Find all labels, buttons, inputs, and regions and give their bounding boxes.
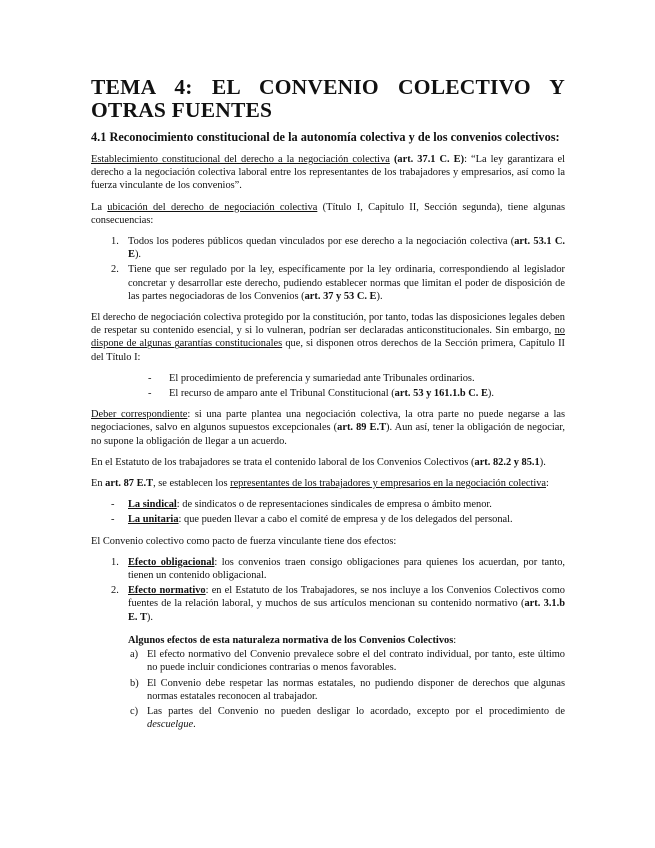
consequences-list	[91, 235, 565, 303]
list-item: 1. Efecto obligacional: los convenios traen consigo obligaciones para quienes los acuerdan, por tanto, tienen un contenido obligacional.	[111, 556, 566, 582]
list-item: - La unitaria: que pueden llevar a cabo el comité de empresa y de los delegados del personal.	[111, 514, 513, 526]
list-item: - La sindical: de sindicatos o de representaciones sindicales de empresa o ámbito menor.	[111, 499, 492, 511]
effects-list	[91, 556, 565, 624]
paragraph-duty: Deber correspondiente: si una parte plantea una negociación colectiva, la otra parte no puede negarse a las negociaciones, salvo en algunos supuestos excepcionales (art. 89 E.T). Aun así, tener la obligación de negociar, no supone la obligación de llegar a un acuerdo.	[91, 409, 565, 447]
paragraph-location: La ubicación del derecho de negociación colectiva (Título I, Capitulo II, Sección segunda), tiene algunas consecuencias:	[91, 201, 565, 226]
sub-heading: Algunos efectos de esta naturaleza normativa de los Convenios Colectivos:	[128, 634, 457, 646]
list-item: 2. Efecto normativo: en el Estatuto de los Trabajadores, se nos incluye a los Convenios Colectivos como fuentes de la relación laboral, y muchos de sus artículos mencionan su contenido normativo (art. 3.1.b E. T).	[111, 585, 565, 623]
list-item: a) El efecto normativo del Convenio prevalece sobre el del contrato individual, por tanto, este último no puede incluir condiciones contrarias o menos favorables.	[130, 649, 565, 674]
guarantees-list	[91, 372, 565, 400]
list-item: - El recurso de amparo ante el Tribunal Constitucional (art. 53 y 161.1.b C. E).	[148, 388, 494, 400]
paragraph-essential-content: El derecho de negociación colectiva protegido por la constitución, por tanto, todas las disposiciones legales deben de respetar su contenido esencial, y si lo vulneran, podrían ser declaradas anticonstitucionales. Sin embargo, no dispone de algunas garantías constitucionales que, si disponen otros derechos de la Sección primera, Capítulo II del Título I:	[91, 312, 565, 363]
section-title: 4.1 Reconocimiento constitucional de la autonomía colectiva y de los convenios colectivos:	[91, 130, 560, 144]
page-title: TEMA 4: EL CONVENIO COLECTIVO Y OTRAS FUENTES	[91, 75, 565, 122]
normative-effects-section	[128, 634, 565, 731]
paragraph-representatives: En art. 87 E.T, se establecen los representantes de los trabajadores y empresarios en la negociación colectiva:	[91, 478, 549, 490]
document-page	[91, 76, 565, 733]
paragraph-effects: El Convenio colectivo como pacto de fuerza vinculante tiene dos efectos:	[91, 535, 397, 547]
list-item: 1. Todos los poderes públicos quedan vinculados por ese derecho a la negociación colectiva (art. 53.1 C. E).	[111, 236, 565, 261]
paragraph-constitutional-right: Establecimiento constitucional del derecho a la negociación colectiva (art. 37.1 C. E): “La ley garantizara el derecho a la negociación colectiva laboral entre los representantes de los trabajadores y empresarios, así como la fuerza vinculante de los convenios”.	[91, 154, 566, 192]
normative-effects-list	[128, 648, 565, 731]
list-item: 2. Tiene que ser regulado por la ley, específicamente por la ley ordinaria, correspondiendo al legislador concretar y desarrollar este derecho, pudiendo establecer normas que limitan el poder de disposición de las partes negociadoras de los Convenios (art. 37 y 53 C. E).	[111, 264, 565, 302]
list-item: b) El Convenio debe respetar las normas estatales, no pudiendo disponer de derechos que algunas normas estatales reconocen al trabajador.	[130, 677, 565, 702]
list-item: - El procedimiento de preferencia y sumariedad ante Tribunales ordinarios.	[148, 372, 475, 384]
representatives-list	[91, 498, 565, 526]
list-item: c) Las partes del Convenio no pueden desligar lo acordado, excepto por el procedimiento de descuelgue.	[130, 705, 565, 731]
paragraph-statute: En el Estatuto de los trabajadores se trata el contenido laboral de los Convenios Colectivos (art. 82.2 y 85.1).	[91, 456, 546, 468]
